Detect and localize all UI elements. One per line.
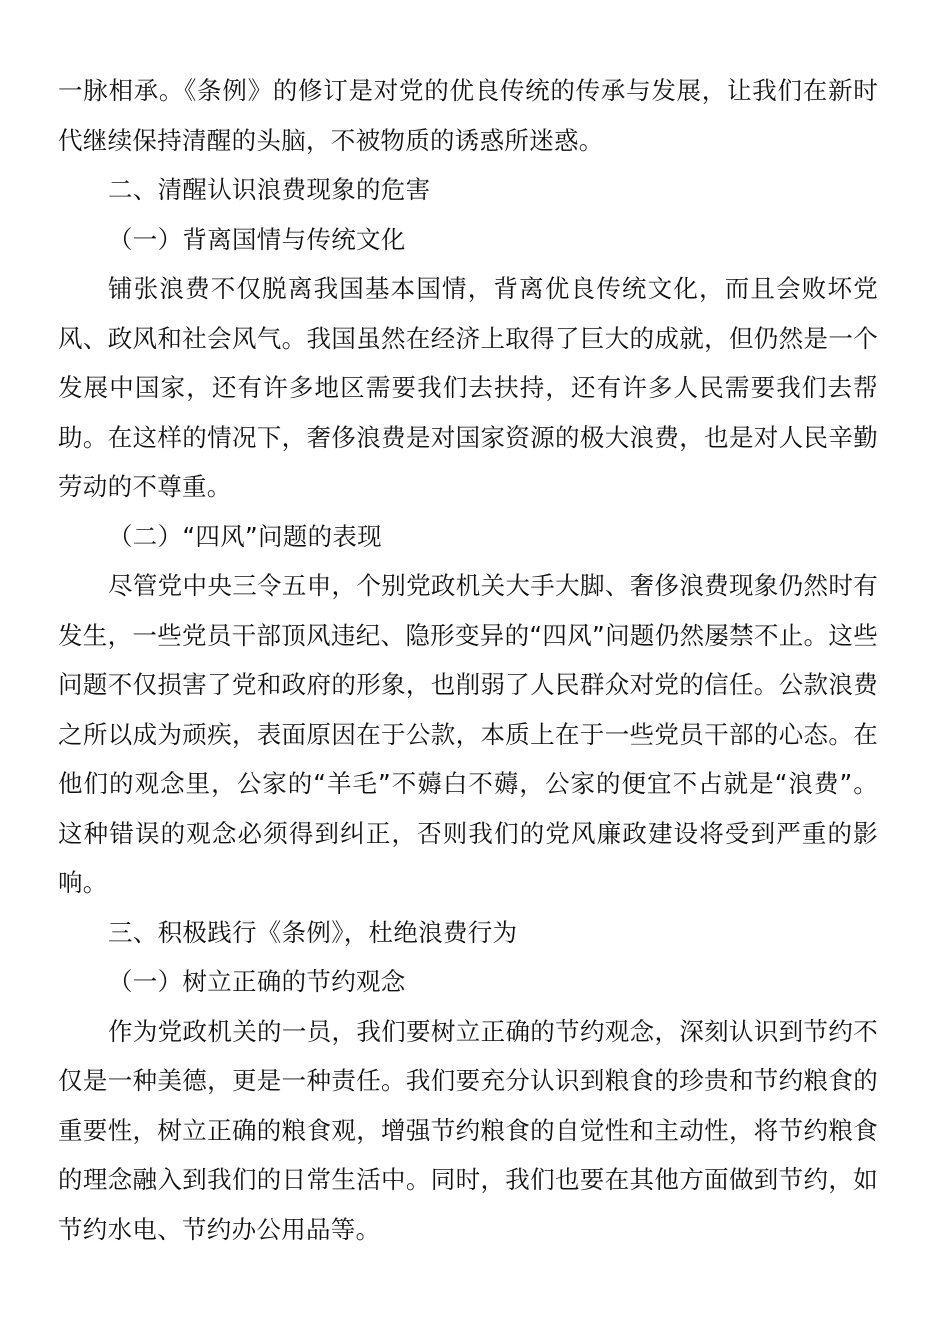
subsection-heading-3-1: （一）树立正确的节约观念 (108, 967, 406, 996)
paragraph-body: 铺张浪费不仅脱离我国基本国情，背离优良传统文化，而且会败坏党风、政风和社会风气。我国虽然在经济上取得了巨大的成就，但仍然是一个发展中国家，还有许多地区需要我们去扶持，还有许多人民需要我们去帮助。在这样的情况下，奢侈浪费是对国家资源的极大浪费，也是对人民辛勤劳动的不尊重。 (58, 274, 878, 501)
paragraph-body: 作为党政机关的一员，我们要树立正确的节约观念，深刻认识到节约不仅是一种美德，更是一种责任。我们要充分认识到粮食的珍贵和节约粮食的重要性，树立正确的粮食观，增强节约粮食的自觉性和主动性，将节约粮食的理念融入到我们的日常生活中。同时，我们也要在其他方面做到节约，如节约水电、节约办公用品等。 (58, 1016, 878, 1244)
document-body (58, 66, 878, 1254)
section-heading-2: 二、清醒认识浪费现象的危害 (108, 175, 431, 204)
paragraph-body: 尽管党中央三令五申，个别党政机关大手大脚、奢侈浪费现象仍然时有发生，一些党员干部顶风违纪、隐形变异的“四风”问题仍然屡禁不止。这些问题不仅损害了党和政府的形象，也削弱了人民群众对党的信任。公款浪费之所以成为顽疾，表面原因在于公款，本质上在于一些党员干部的心态。在他们的观念里，公家的“羊毛”不薅白不薅，公家的便宜不占就是“浪费”。这种错误的观念必须得到纠正，否则我们的党风廉政建设将受到严重的影响。 (58, 571, 878, 897)
subsection-heading-2-1: （一）背离国情与传统文化 (108, 224, 406, 254)
paragraph-continuation: 一脉相承。《条例》的修订是对党的优良传统的传承与发展，让我们在新时代继续保持清醒的头脑，不被物质的诱惑所迷惑。 (58, 76, 878, 155)
subsection-heading-2-2: （二）“四风”问题的表现 (108, 521, 382, 551)
section-heading-3: 三、积极践行《条例》，杜绝浪费行为 (108, 917, 518, 947)
